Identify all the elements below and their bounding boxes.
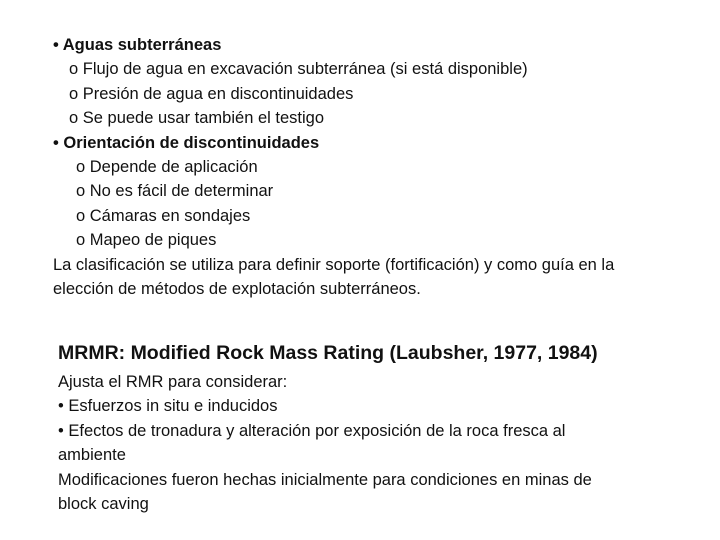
mrmr-title: MRMR: Modified Rock Mass Rating (Laubsher, 1977, 1984) [58,342,598,364]
groundwater-item-flow: o Flujo de agua en excavación subterránea (si está disponible) [69,60,528,79]
mrmr-line-intro: Ajusta el RMR para considerar: [58,373,288,391]
classification-paragraph-line-1: La clasificación se utiliza para definir soporte (fortificación) y como guía en la [53,255,615,274]
orientation-item-difficulty: o No es fácil de determinar [76,182,274,201]
groundwater-item-pressure: o Presión de agua en discontinuidades [69,84,354,103]
groundwater-heading: • Aguas subterráneas [53,36,222,54]
mrmr-text-block [58,340,598,516]
mrmr-line-stresses: • Esfuerzos in situ e inducidos [58,397,278,416]
orientation-item-shaft-mapping: o Mapeo de piques [76,231,217,250]
orientation-heading: • Orientación de discontinuidades [53,133,320,152]
mrmr-line-block-caving: block caving [58,494,149,513]
orientation-item-cameras: o Cámaras en sondajes [76,206,251,225]
classification-paragraph-line-2: elección de métodos de explotación subterráneos. [53,279,421,298]
orientation-item-application: o Depende de aplicación [76,157,258,176]
top-text-block [53,33,614,301]
groundwater-item-core: o Se puede usar también el testigo [69,109,325,128]
mrmr-line-modifications: Modificaciones fueron hechas inicialmente para condiciones en minas de [58,470,592,489]
mrmr-line-environment: ambiente [58,446,126,465]
mrmr-line-blasting: • Efectos de tronadura y alteración por exposición de la roca fresca al [58,421,566,440]
